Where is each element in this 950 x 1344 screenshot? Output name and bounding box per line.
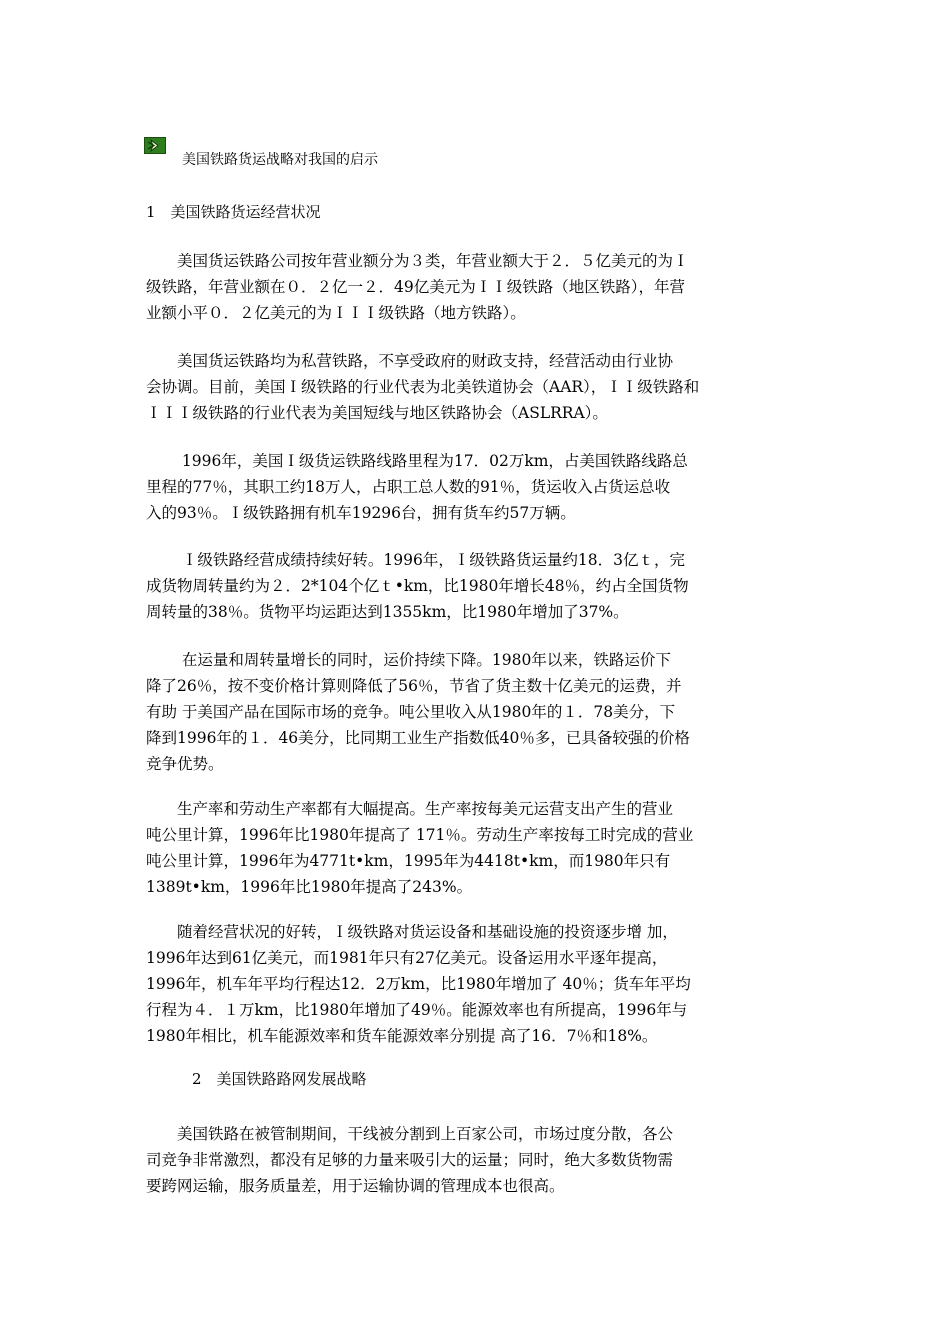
- paragraph-line: 司竞争非常激烈，都没有足够的力量来吸引大的运量；同时，绝大多数货物需: [146, 1151, 674, 1169]
- section-heading-2: 2 美国铁路路网发展战略: [192, 1070, 367, 1088]
- paragraph-line: 竞争优势。: [146, 755, 224, 773]
- paragraph-line: Ｉ级铁路经营成绩持续好转。1996年，Ｉ级铁路货运量约18．3亿ｔ，完: [146, 551, 685, 569]
- paragraph-line: 1996年达到61亿美元，而1981年只有27亿美元。设备运用水平逐年提高，: [146, 949, 668, 967]
- paragraph-line: 要跨网运输，服务质量差，用于运输协调的管理成本也很高。: [146, 1177, 565, 1195]
- paragraph-line: 行程为４．１万km，比1980年增加了49％。能源效率也有所提高，1996年与: [146, 1001, 688, 1019]
- paragraph-line: 在运量和周转量增长的同时，运价持续下降。1980年以来，铁路运价下: [146, 651, 671, 669]
- paragraph-line: ＩＩＩ级铁路的行业代表为美国短线与地区铁路协会（ASLRRA）。: [146, 404, 608, 422]
- section-heading-1: 1 美国铁路货运经营状况: [146, 203, 321, 221]
- paragraph-line: 1980年相比，机车能源效率和货车能源效率分别提 高了16．7％和18%。: [146, 1027, 658, 1045]
- paragraph-line: 入的93％。Ｉ级铁路拥有机车19296台，拥有货车约57万辆。: [146, 504, 576, 522]
- document-title: 美国铁路货运战略对我国的启示: [182, 152, 378, 168]
- paragraph-3: [146, 448, 806, 526]
- paragraph-line: 美国货运铁路均为私营铁路，不享受政府的财政支持，经营活动由行业协: [146, 352, 674, 370]
- paragraph-line: 生产率和劳动生产率都有大幅提高。生产率按每美元运营支出产生的营业: [146, 800, 674, 818]
- paragraph-line: 吨公里计算，1996年为4771t•km，1995年为4418t•km，而1980年只有: [146, 852, 671, 870]
- paragraph-7: [146, 919, 806, 1049]
- paragraph-line: 1996年，美国Ｉ级货运铁路线路里程为17．02万km，占美国铁路线路总: [146, 452, 688, 470]
- paragraph-line: 成货物周转量约为２．2*104个亿ｔ•km，比1980年增长48％，约占全国货物: [146, 577, 689, 595]
- paragraph-2: [146, 348, 806, 426]
- paragraph-5: [146, 647, 806, 777]
- paragraph-line: 美国货运铁路公司按年营业额分为３类，年营业额大于２．５亿美元的为Ｉ: [146, 252, 689, 270]
- paragraph-8: [146, 1121, 806, 1199]
- green-arrow-icon: [144, 137, 166, 154]
- paragraph-line: 吨公里计算，1996年比1980年提高了 171％。劳动生产率按每工时完成的营业: [146, 826, 694, 844]
- paragraph-line: 周转量的38％。货物平均运距达到1355km，比1980年增加了37%。: [146, 603, 629, 621]
- paragraph-1: [146, 248, 806, 326]
- paragraph-line: 有助 于美国产品在国际市场的竞争。吨公里收入从1980年的１．78美分，下: [146, 703, 676, 721]
- paragraph-4: [146, 547, 806, 625]
- paragraph-line: 级铁路，年营业额在０．２亿一２．49亿美元为ＩＩ级铁路（地区铁路），年营: [146, 278, 685, 296]
- paragraph-line: 降到1996年的１．46美分，比同期工业生产指数低40％多，已具备较强的价格: [146, 729, 690, 747]
- paragraph-line: 美国铁路在被管制期间，干线被分割到上百家公司，市场过度分散，各公: [146, 1125, 674, 1143]
- paragraph-line: 会协调。目前，美国Ｉ级铁路的行业代表为北美铁道协会（AAR），ＩＩ级铁路和: [146, 378, 700, 396]
- paragraph-line: 降了26％，按不变价格计算则降低了56％，节省了货主数十亿美元的运费，并: [146, 677, 682, 695]
- paragraph-6: [146, 796, 806, 900]
- paragraph-line: 1389t•km，1996年比1980年提高了243%。: [146, 878, 473, 896]
- paragraph-line: 随着经营状况的好转，Ｉ级铁路对货运设备和基础设施的投资逐步增 加，: [146, 923, 678, 941]
- paragraph-line: 业额小平０．２亿美元的为ＩＩＩ级铁路（地方铁路）。: [146, 304, 526, 322]
- paragraph-line: 1996年，机车年平均行程达12．2万km，比1980年增加了 40％；货车年平均: [146, 975, 691, 993]
- paragraph-line: 里程的77％，其职工约18万人，占职工总人数的91％，货运收入占货运总收: [146, 478, 671, 496]
